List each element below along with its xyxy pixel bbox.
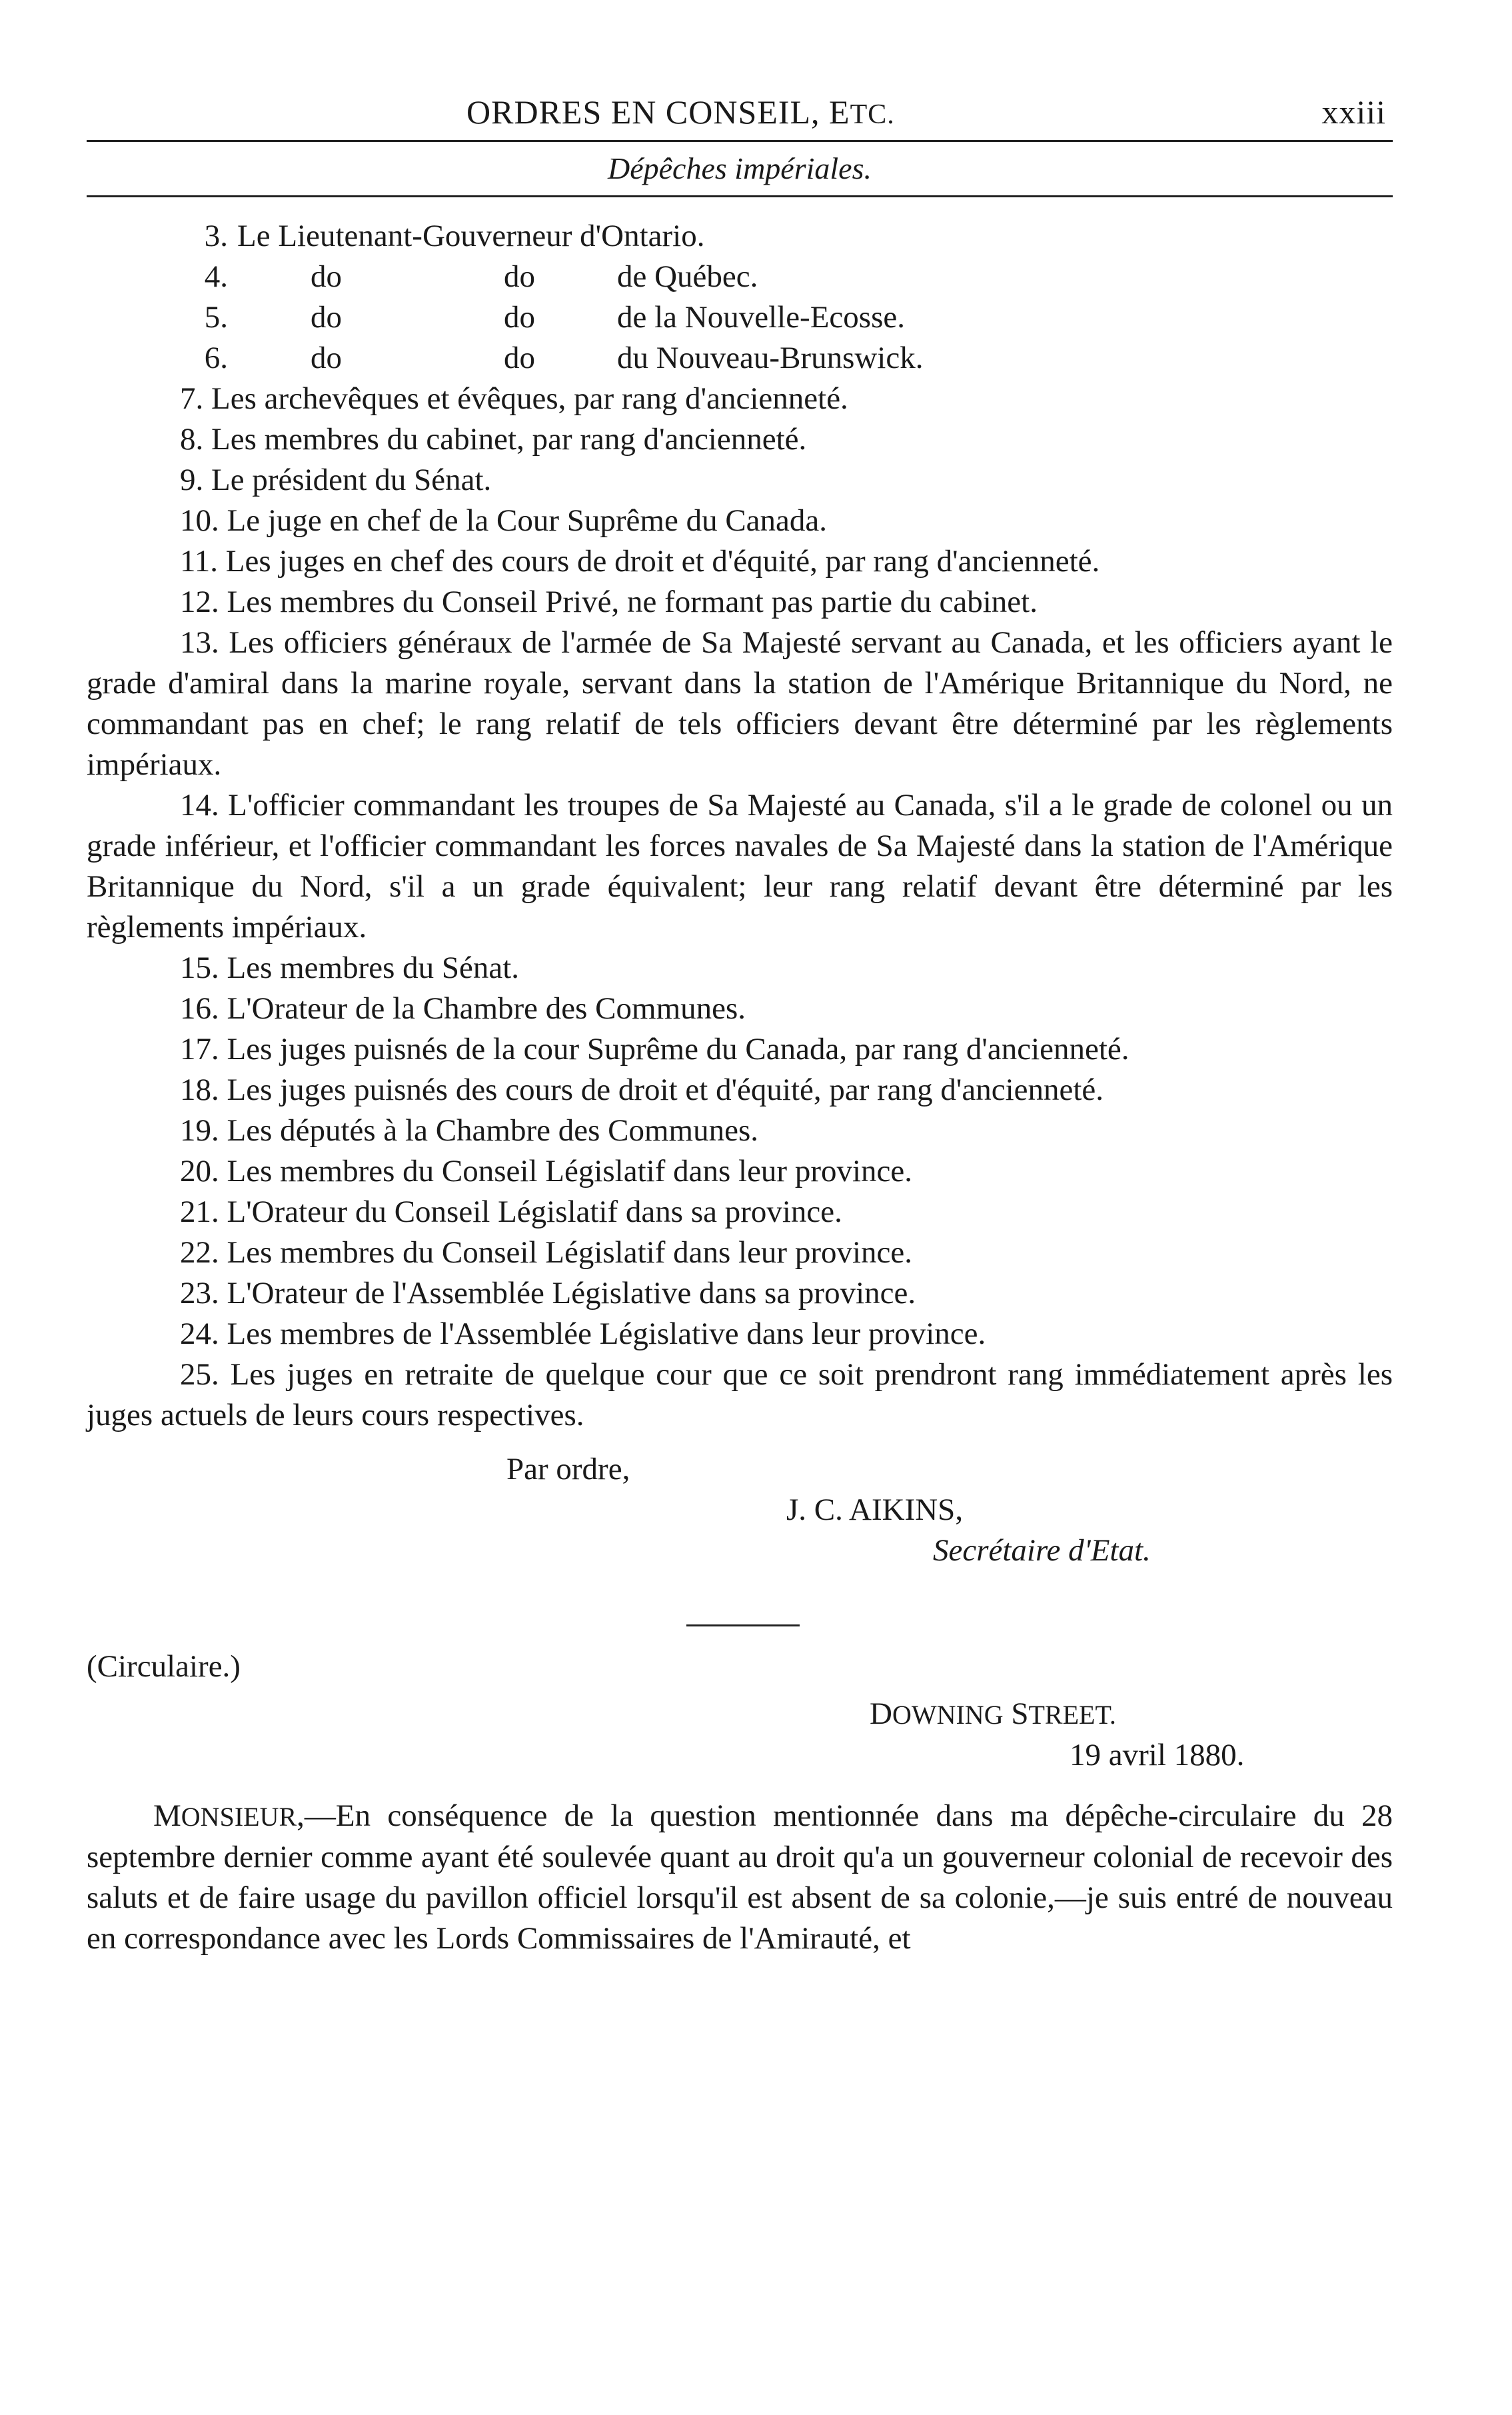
list-item: 10. Le juge en chef de la Cour Suprême du Canada. (180, 503, 828, 538)
circular-label: (Circulaire.) (87, 1649, 241, 1684)
list-item: 4. do do de Québec. (204, 259, 758, 294)
list-item: 19. Les députés à la Chambre des Communes. (180, 1113, 759, 1148)
list-item: 11. Les juges en chef des cours de droit et d'équité, par rang d'ancienneté. (180, 544, 1100, 579)
precedence-list (87, 216, 1393, 1436)
list-item: 5. do do de la Nouvelle-Ecosse. (204, 300, 905, 335)
list-item: 13. Les officiers généraux de l'armée de Sa Majesté servant au Canada, et les officiers ayant le grade d'amiral dans la marine royale, servant dans la station de l'Amérique Britannique du Nord, ne commandant pas en chef; le rang relatif de tels officiers devant être déterminé par les règlements impériaux. (87, 625, 1393, 782)
list-item: 3. Le Lieutenant-Gouverneur d'Ontario. (204, 219, 705, 253)
list-item: 21. L'Orateur du Conseil Législatif dans sa province. (180, 1195, 842, 1229)
by-order: Par ordre, (506, 1452, 630, 1486)
list-item: 22. Les membres du Conseil Législatif dans leur province. (180, 1235, 913, 1270)
list-item: 14. L'officier commandant les troupes de Sa Majesté au Canada, s'il a le grade de colonel ou un grade inférieur, et l'officier commandant les forces navales de Sa Majesté dans la station de l'Amérique Britannique du Nord, s'il a un grade équivalent; leur rang relatif devant être déterminé par les règlements impériaux. (87, 788, 1393, 945)
letter-date: 19 avril 1880. (1070, 1738, 1245, 1772)
list-item: 24. Les membres de l'Assemblée Législative dans leur province. (180, 1316, 986, 1351)
subhead-rule (87, 195, 1393, 197)
list-item: 7. Les archevêques et évêques, par rang d'ancienneté. (180, 381, 848, 416)
list-item: 23. L'Orateur de l'Assemblée Législative dans sa province. (180, 1276, 916, 1310)
list-item: 16. L'Orateur de la Chambre des Communes. (180, 991, 746, 1026)
list-item: 25. Les juges en retraite de quelque cour que ce soit prendront rang immédiatement après les juges actuels de leurs cours respectives. (87, 1357, 1393, 1432)
list-item: 9. Le président du Sénat. (180, 463, 492, 497)
section-subhead: Dépêches impériales. (608, 151, 872, 185)
list-item: 18. Les juges puisnés des cours de droit et d'équité, par rang d'ancienneté. (180, 1073, 1104, 1107)
list-item: 17. Les juges puisnés de la cour Suprême du Canada, par rang d'ancienneté. (180, 1032, 1130, 1067)
running-title: ORDRES EN CONSEIL, ETC. (466, 93, 895, 131)
page-number: xxiii (1321, 93, 1386, 131)
list-item: 15. Les membres du Sénat. (180, 951, 520, 985)
letter-body: MONSIEUR,—En conséquence de la question mentionnée dans ma dépêche-circulaire du 28 septembre dernier comme ayant été soulevée quant au droit qu'a un gouverneur colonial de recevoir des saluts et de faire usage du pavillon officiel lorsqu'il est absent de sa colonie,—je suis entré de nouveau en correspondance avec les Lords Commissaires de l'Amirauté, et (87, 1798, 1393, 1956)
list-item: 6. do do du Nouveau-Brunswick. (204, 341, 924, 375)
running-head (87, 80, 1393, 140)
list-item: 8. Les membres du cabinet, par rang d'ancienneté. (180, 422, 807, 457)
document-page (87, 80, 1393, 1959)
section-divider (686, 1624, 800, 1626)
letter-place: DOWNING STREET. (870, 1696, 1116, 1731)
list-item: 12. Les membres du Conseil Privé, ne formant pas partie du cabinet. (180, 585, 1038, 619)
signature-block (87, 1449, 1393, 1571)
list-item: 20. Les membres du Conseil Législatif dans leur province. (180, 1154, 913, 1189)
signatory-role: Secrétaire d'Etat. (933, 1533, 1151, 1568)
signatory-name: J. C. AIKINS, (786, 1492, 964, 1527)
